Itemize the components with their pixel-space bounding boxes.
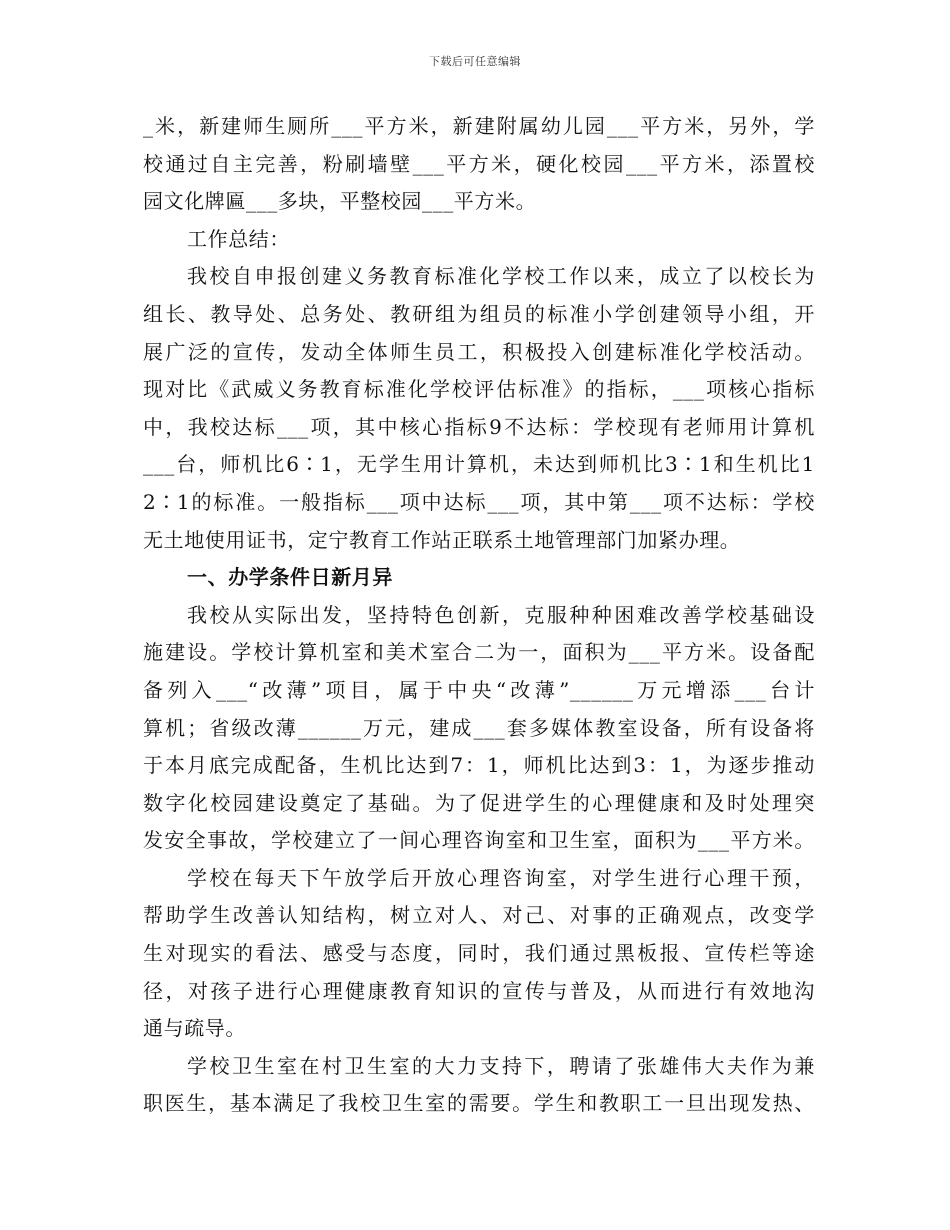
- text-line: 我校从实际出发，坚持特色创新，克服种种困难改善学校基础设: [187, 602, 815, 627]
- text-line: 我校自申报创建义务教育标准化学校工作以来，成立了以校长为: [187, 264, 815, 289]
- text-line: 于本月底完成配备，生机比达到7：1，师机比达到3：1，为逐步推动: [143, 753, 815, 778]
- text-line: 组长、教导处、总务处、教研组为组员的标准小学创建领导小组，开: [143, 301, 815, 326]
- text-line: 施建设。学校计算机室和美术室合二为一，面积为___平方米。设备配: [143, 640, 815, 665]
- text-line: 算机；省级改薄______万元，建成___套多媒体教室设备，所有设备将: [143, 715, 815, 740]
- text-line: 展广泛的宣传，发动全体师生员工，积极投入创建标准化学校活动。: [143, 339, 815, 364]
- section-heading: 一、办学条件日新月异: [187, 565, 393, 590]
- text-line: 学校卫生室在村卫生室的大力支持下，聘请了张雄伟大夫作为兼: [187, 1053, 815, 1078]
- text-line: 现对比《武威义务教育标准化学校评估标准》的指标，___项核心指标: [143, 377, 815, 402]
- text-line: ___台，师机比6∶1，无学生用计算机，未达到师机比3∶1和生机比1: [143, 452, 815, 477]
- text-line: 径，对孩子进行心理健康教育知识的宣传与普及，从而进行有效地沟: [143, 978, 815, 1003]
- text-line: _米，新建师生厕所___平方米，新建附属幼儿园___平方米，另外，学: [143, 114, 815, 138]
- text-line: 通与疏导。: [143, 1016, 246, 1041]
- text-line: 数字化校园建设奠定了基础。为了促进学生的心理健康和及时处理突: [143, 790, 815, 815]
- text-line: 帮助学生改善认知结构，树立对人、对己、对事的正确观点，改变学: [143, 903, 815, 928]
- text-line: 园文化牌匾___多块，平整校园___平方米。: [143, 189, 537, 214]
- page-header-note: 下载后可任意编辑: [429, 55, 521, 68]
- text-line: 发安全事故，学校建立了一间心理咨询室和卫生室，面积为___平方米。: [143, 828, 815, 853]
- text-line: 生对现实的看法、感受与态度，同时，我们通过黑板报、宣传栏等途: [143, 941, 815, 966]
- text-line: 备列入___“改薄”项目，属于中央“改薄”______万元增添___台计: [143, 677, 815, 702]
- text-line: 2∶1的标准。一般指标___项中达标___项，其中第___项不达标：学校: [143, 489, 815, 514]
- text-line: 学校在每天下午放学后开放心理咨询室，对学生进行心理干预，: [187, 865, 815, 890]
- text-line: 校通过自主完善，粉刷墙壁___平方米，硬化校园___平方米，添置校: [143, 151, 815, 176]
- text-line: 中，我校达标___项，其中核心指标9不达标：学校现有老师用计算机: [143, 414, 815, 439]
- document-body: [143, 108, 815, 1123]
- text-line: 工作总结：: [187, 226, 290, 251]
- text-line: 无土地使用证书，定宁教育工作站正联系土地管理部门加紧办理。: [143, 527, 741, 552]
- text-line: 职医生，基本满足了我校卫生室的需要。学生和教职工一旦出现发热、: [143, 1091, 815, 1116]
